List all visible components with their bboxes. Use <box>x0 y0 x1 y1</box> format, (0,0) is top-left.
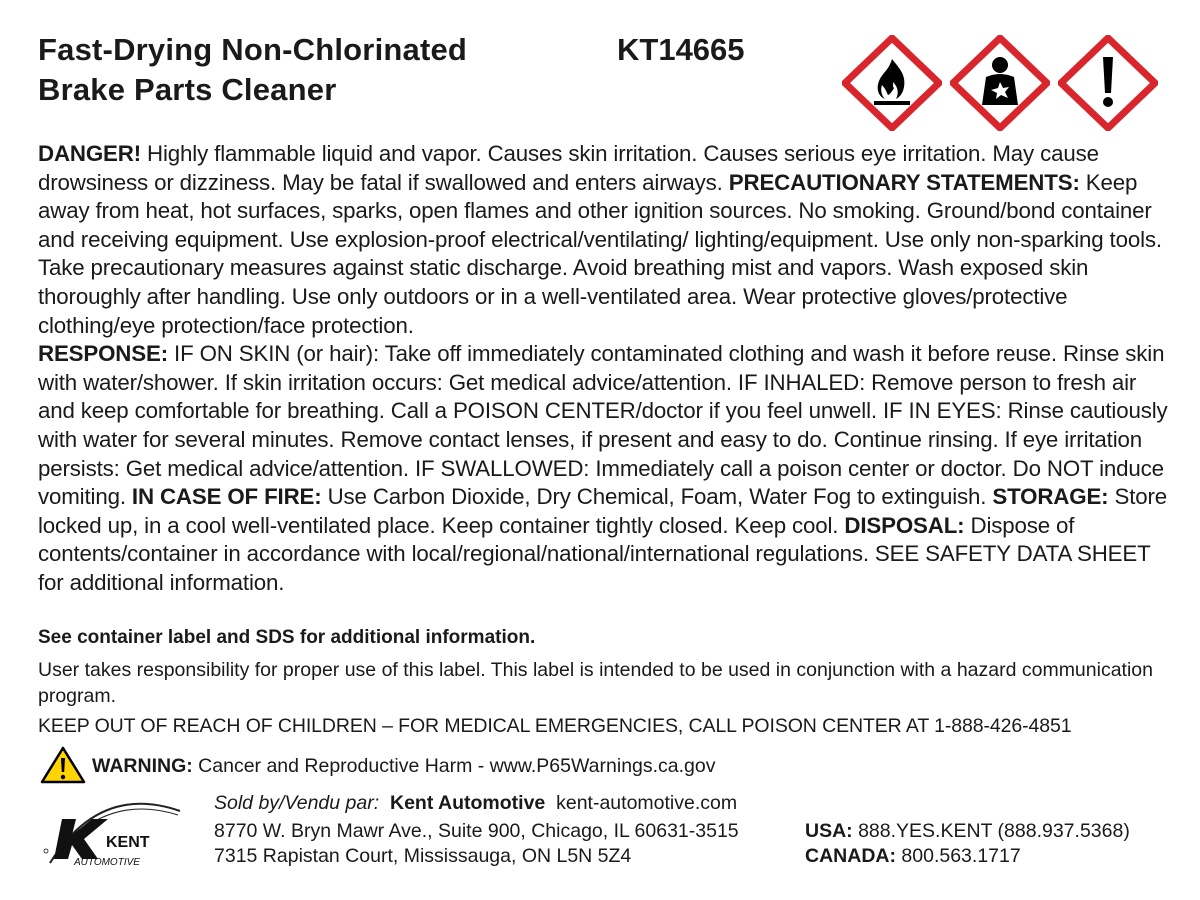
sold-by-line <box>214 790 737 816</box>
precaution-label: PRECAUTIONARY STATEMENTS: <box>728 169 1080 195</box>
canada-phone: 800.563.1717 <box>896 845 1021 867</box>
user-responsibility-note: User takes responsibility for proper use of this label. This label is intended to be used in conjunction with a hazard communication program. <box>38 659 1153 707</box>
fire-label: IN CASE OF FIRE: <box>131 484 322 510</box>
canada-label: CANADA: <box>805 845 896 867</box>
phone-numbers <box>805 819 1130 869</box>
product-code: KT14665 <box>617 32 745 67</box>
warning-text <box>92 754 716 778</box>
danger-text: Highly flammable liquid and vapor. Causes skin irritation. Causes serious eye irritation. May cause drowsiness or dizziness. May be fatal if swallowed and enters airways. <box>38 141 1099 195</box>
warning-label: WARNING: <box>92 755 193 777</box>
address-canada: 7315 Rapistan Court, Mississauga, ON L5N 5Z4 <box>214 845 632 867</box>
danger-label: DANGER! <box>38 141 141 166</box>
hazard-statements <box>38 140 1170 598</box>
disposal-text: Dispose of contents/container in accordance with local/regional/national/international regulations. SEE SAFETY DATA SHEET for additional information. <box>38 512 1151 595</box>
logo-top-text: KENT <box>106 834 150 851</box>
response-label: RESPONSE: <box>38 341 168 367</box>
company-name: Kent Automotive <box>389 792 546 814</box>
storage-label: STORAGE: <box>992 484 1109 510</box>
keep-out-of-reach-note: KEEP OUT OF REACH OF CHILDREN – FOR MEDICAL EMERGENCIES, CALL POISON CENTER AT 1-888-426-4851 <box>38 715 1072 737</box>
logo-bottom-text: AUTOMOTIVE <box>74 857 140 868</box>
warning-body: Cancer and Reproductive Harm - www.P65Warnings.ca.gov <box>192 755 716 777</box>
flame-icon <box>842 35 942 131</box>
product-title <box>38 30 467 110</box>
health-hazard-icon <box>950 35 1050 131</box>
title-line-1: Fast-Drying Non-Chlorinated <box>38 32 468 67</box>
precaution-text: Keep away from heat, hot surfaces, sparks, open flames and other ignition sources. No smoking. Ground/bond container and receiving equipment. Use explosion-proof electrical/ventilating/ lighting/equipment. Use only non-sparking tools. Take precautionary measures against static discharge. Avoid breathing mist and vapors. Wash exposed skin thoroughly after handling. Use only outdoors or in a well-ventilated area. Wear protective gloves/protective clothing/eye protection/face protection. <box>38 169 1162 338</box>
response-text: IF ON SKIN (or hair): Take off immediately contaminated clothing and wash it before reuse. Rinse skin with water/shower. If skin irritation occurs: Get medical advice/attention. IF INHALED: Remove person to fresh air and keep comfortable for breathing. Call a POISON CENTER/doctor if you feel unwell. IF IN EYES: Rinse cautiously with water for several minutes. Remove contact lenses, if present and easy to do. Continue rinsing. If eye irritation persists: Get medical advice/attention. IF SWALLOWED: Immediately call a poison center or doctor. Do NOT induce vomiting. <box>38 341 1168 510</box>
company-website: kent-automotive.com <box>556 792 738 814</box>
canada-phone-line <box>805 844 1130 869</box>
addresses <box>214 819 739 869</box>
see-container-note: See container label and SDS for additional information. <box>38 627 536 648</box>
usa-label: USA: <box>805 820 853 842</box>
fire-text: Use Carbon Dioxide, Dry Chemical, Foam, Water Fog to extinguish. <box>321 484 993 510</box>
storage-text: Store locked up, in a cool well-ventilated place. Keep container tightly closed. Keep cool. <box>38 484 1168 538</box>
title-line-2: Brake Parts Cleaner <box>38 72 337 107</box>
usa-phone: 888.YES.KENT (888.937.5368) <box>852 820 1130 842</box>
exclamation-mark-icon <box>1058 35 1158 131</box>
disposal-label: DISPOSAL: <box>844 512 965 538</box>
kent-automotive-logo <box>40 793 190 873</box>
address-us: 8770 W. Bryn Mawr Ave., Suite 900, Chicago, IL 60631-3515 <box>214 820 739 842</box>
usa-phone-line <box>805 819 1130 844</box>
sold-by-label: Sold by/Vendu par: <box>214 792 380 814</box>
warning-triangle-icon <box>40 746 86 784</box>
ghs-pictograms <box>842 35 1162 131</box>
